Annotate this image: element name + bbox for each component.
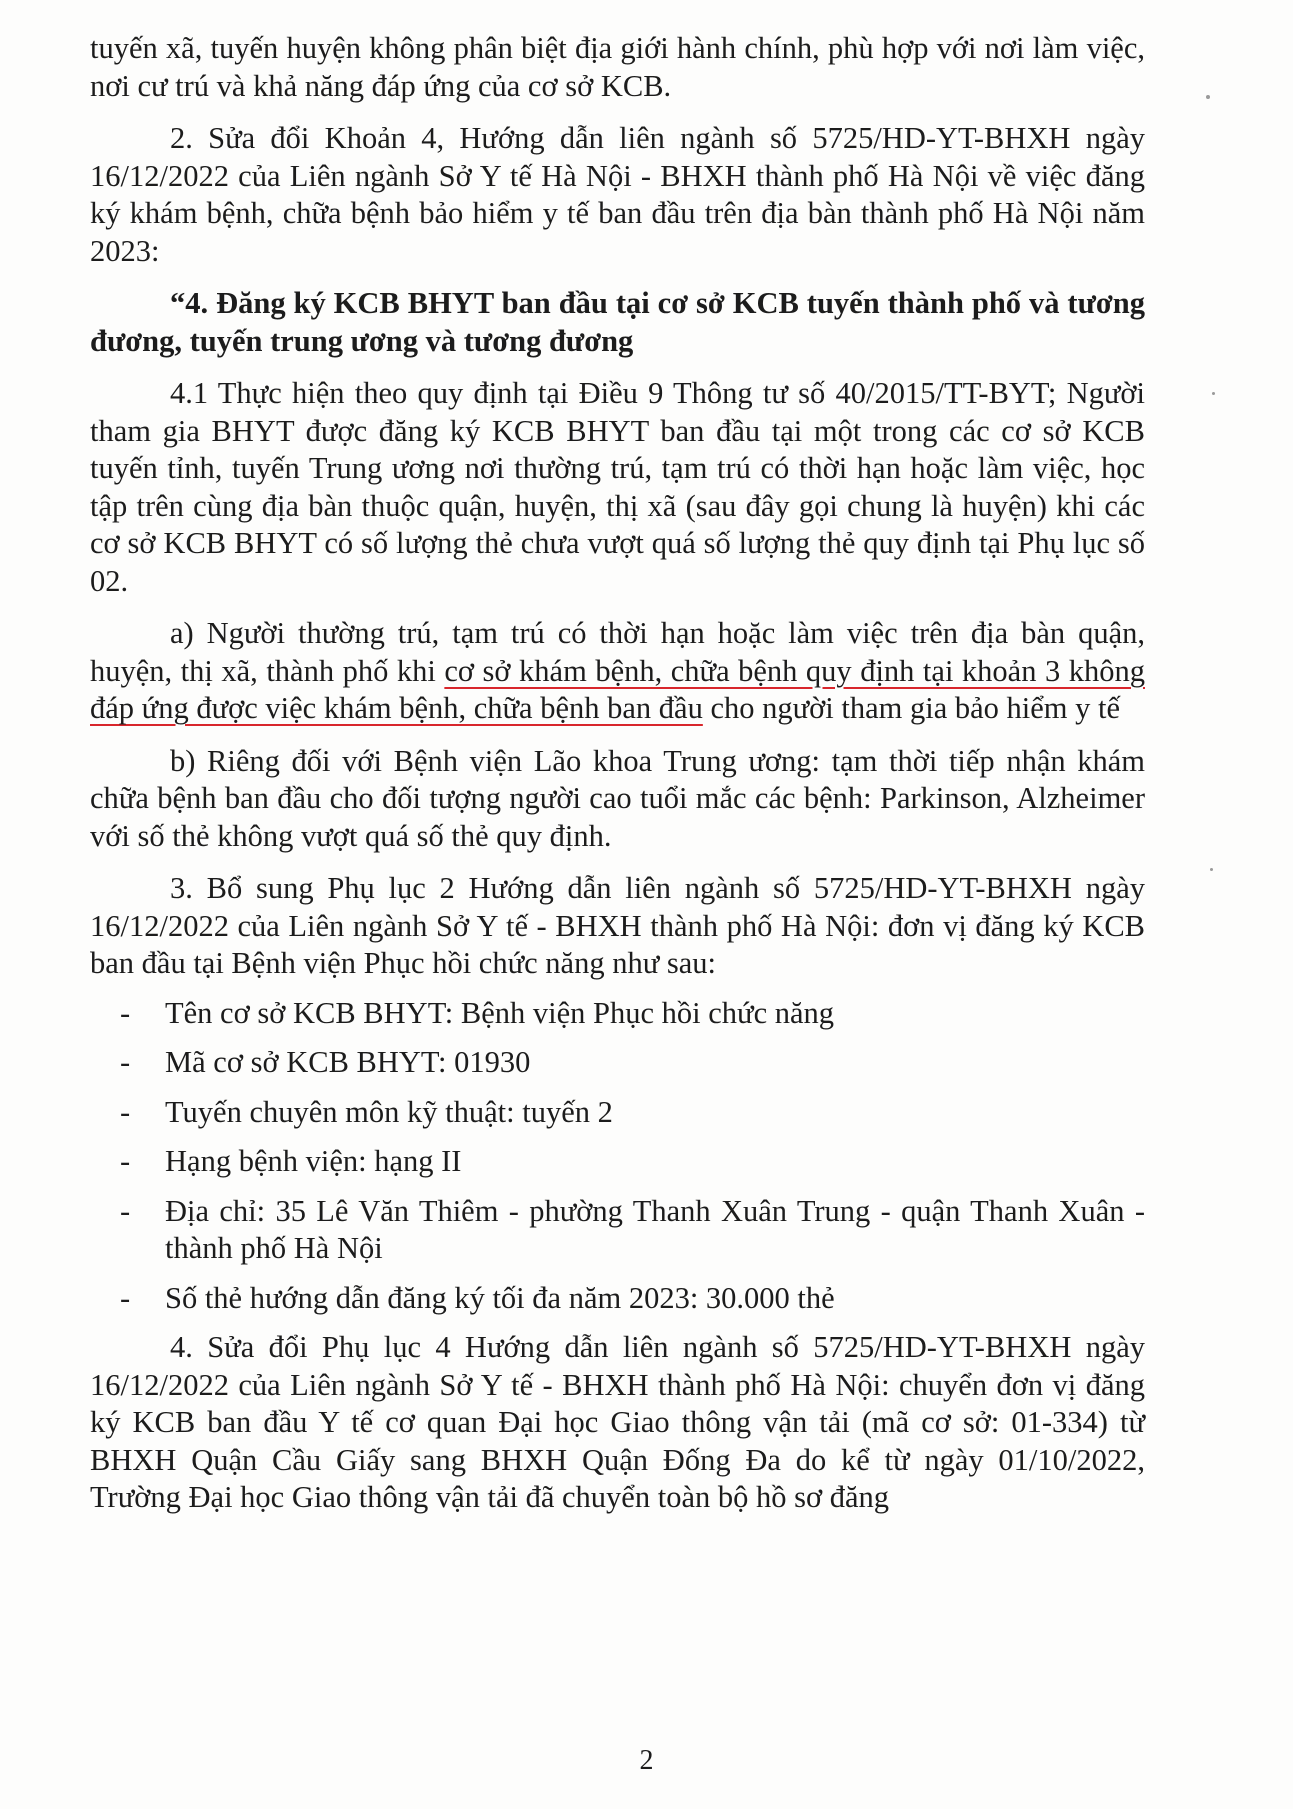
list-item: - Hạng bệnh viện: hạng II [90,1143,1145,1181]
list-dash: - [120,1094,131,1129]
list-dash: - [120,1045,131,1079]
paragraph-section-3: 3. Bổ sung Phụ lục 2 Hướng dẫn liên ngành số 5725/HD-YT-BHXH ngày 16/12/2022 của Liên ngành Sở Y tế - BHXH thành phố Hà Nội: đơn vị đăng ký KCB ban đầu tại Bệnh viện Phục hồi chức năng như sau: [90,871,1145,980]
paragraph-4-1: 4.1 Thực hiện theo quy định tại Điều 9 Thông tư số 40/2015/TT-BYT; Người tham gia BHYT được đăng ký KCB BHYT ban đầu tại một trong các cơ sở KCB tuyến tỉnh, tuyến Trung ương nơi thường trú, tạm trú có thời hạn hoặc làm việc, học tập trên cùng địa bàn thuộc quận, huyện, thị xã (sau đây gọi chung là huyện) khi các cơ sở KCB BHYT có số lượng thẻ chưa vượt quá số lượng thẻ quy định tại Phụ lục số 02. [90,376,1145,598]
list-dash: - [120,1144,131,1178]
list-item: - Địa chỉ: 35 Lê Văn Thiêm - phường Thanh Xuân Trung - quận Thanh Xuân - thành phố Hà Nội [120,1193,1145,1265]
item-a-text-end: cho người tham gia bảo hiểm y tế [702,691,1121,725]
item-a-text-start: a) Người thường trú, tạm trú có thời hạn hoặc làm việc trên địa bàn quận, huyện, thị xã, thành phố khi [90,616,1145,688]
list-dash: - [120,1193,131,1228]
page-number: 2 [639,1745,654,1776]
scan-speck [1206,95,1210,99]
hospital-info-list [90,995,1145,1318]
scan-speck [1212,392,1215,395]
scan-speck [1210,868,1213,871]
list-item: - Mã cơ sở KCB BHYT: 01930 [90,1044,1145,1082]
underlined-phrase: cơ sở khám bệnh, chữa bệnh quy định tại khoản 3 không đáp ứng được việc khám bệnh, chữa bệnh ban đầu [90,653,1145,725]
list-item: - Tuyến chuyên môn kỹ thuật: tuyến 2 [90,1094,1145,1132]
document-body [90,30,1145,1517]
list-dash: - [120,995,131,1030]
paragraph-item-a [90,615,1145,728]
list-dash: - [120,1280,131,1315]
paragraph-section-4: 4. Sửa đổi Phụ lục 4 Hướng dẫn liên ngành số 5725/HD-YT-BHXH ngày 16/12/2022 của Liên ngành Sở Y tế - BHXH thành phố Hà Nội: chuyển đơn vị đăng ký KCB ban đầu Y tế cơ quan Đại học Giao thông vận tải (mã cơ sở: 01-334) từ BHXH Quận Cầu Giấy sang BHXH Quận Đống Đa do kể từ ngày 01/10/2022, Trường Đại học Giao thông vận tải đã chuyển toàn bộ hồ sơ đăng [90,1330,1145,1514]
paragraph-continuation: tuyến xã, tuyến huyện không phân biệt địa giới hành chính, phù hợp với nơi làm việc, nơi cư trú và khả năng đáp ứng của cơ sở KCB. [90,31,1145,103]
paragraph-item-b: b) Riêng đối với Bệnh viện Lão khoa Trung ương: tạm thời tiếp nhận khám chữa bệnh ban đầu cho đối tượng người cao tuổi mắc các bệnh: Parkinson, Alzheimer với số thẻ không vượt quá số thẻ quy định. [90,743,1145,853]
list-item: - Tên cơ sở KCB BHYT: Bệnh viện Phục hồi chức năng [90,995,1145,1033]
section-heading-4: “4. Đăng ký KCB BHYT ban đầu tại cơ sở KCB tuyến thành phố và tương đương, tuyến trung ương và tương đương [90,286,1145,358]
list-item: - Số thẻ hướng dẫn đăng ký tối đa năm 2023: 30.000 thẻ [90,1280,1145,1318]
paragraph-section-2: 2. Sửa đổi Khoản 4, Hướng dẫn liên ngành số 5725/HD-YT-BHXH ngày 16/12/2022 của Liên ngành Sở Y tế Hà Nội - BHXH thành phố Hà Nội về việc đăng ký khám bệnh, chữa bệnh bảo hiểm y tế ban đầu trên địa bàn thành phố Hà Nội năm 2023: [90,121,1145,268]
